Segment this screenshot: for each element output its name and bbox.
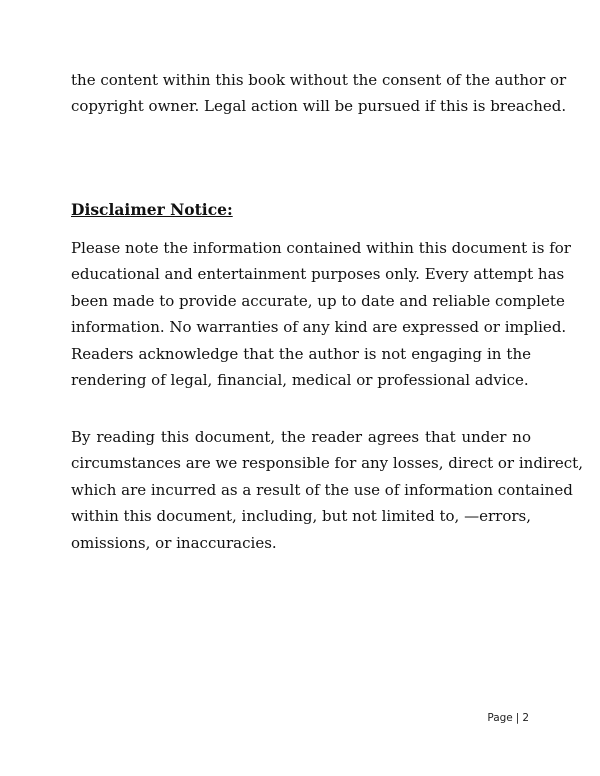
disclaimer-paragraph-1 [71,235,571,393]
text-line: rendering of legal, financial, medical or professional advice. [71,371,529,390]
text-line: By reading this document, the reader agrees that under no [71,428,531,446]
disclaimer-heading: Disclaimer Notice: [71,200,233,219]
text-line: circumstances are we responsible for any losses, direct or indirect, [71,454,583,473]
page-separator: | [515,712,520,724]
text-line: which are incurred as a result of the use of information contained [71,480,573,499]
page-footer [487,712,529,724]
page-label: Page [487,712,513,724]
text-line: been made to provide accurate, up to date and reliable complete [71,291,565,310]
text-line: within this document, including, but not limited to, —errors, [71,507,531,526]
page-number: 2 [522,712,529,724]
disclaimer-paragraph-2 [71,424,583,556]
text-line: Readers acknowledge that the author is not engaging in the [71,344,531,363]
text-line: copyright owner. Legal action will be pursued if this is breached. [71,97,567,116]
text-line: Please note the information contained within this document is for [71,239,571,257]
text-line: information. No warranties of any kind are expressed or implied. [71,318,567,337]
text-line: omissions, or inaccuracies. [71,533,277,552]
text-line: the content within this book without the consent of the author or [71,71,567,89]
text-line: educational and entertainment purposes only. Every attempt has [71,265,565,284]
intro-paragraph [71,67,567,120]
